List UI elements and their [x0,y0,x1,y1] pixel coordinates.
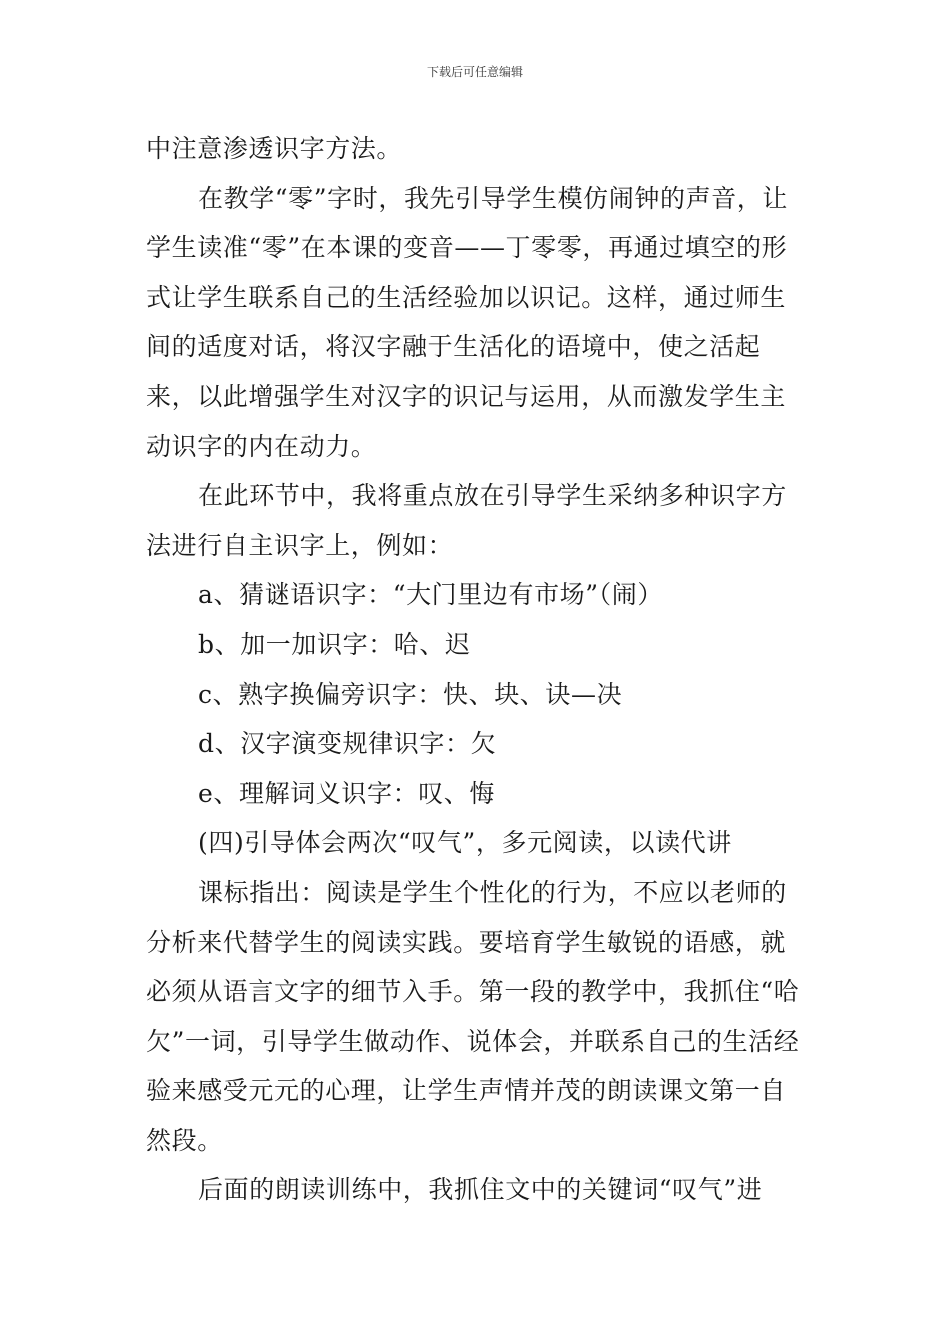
paragraph: 后面的朗读训练中，我抓住文中的关键词“叹气”进 [198,1175,763,1205]
section-heading: (四)引导体会两次“叹气”，多元阅读，以读代讲 [198,828,732,858]
list-item: b、加一加识字：哈、迟 [198,629,471,659]
document-body [146,124,810,1215]
paragraph: 课标指出：阅读是学生个性化的行为，不应以老师的分析来代替学生的阅读实践。要培育学生敏锐的语感，就必须从语言文字的细节入手。第一段的教学中，我抓住“哈欠”一词，引导学生做动作、说体会，并联系自己的生活经验来感受元元的心理，让学生声情并茂的朗读课文第一自然段。 [146,877,800,1155]
list-item: e、理解词义识字：叹、悔 [198,778,495,808]
paragraph: 在教学“零”字时，我先引导学生模仿闹钟的声音，让学生读准“零”在本课的变音——丁零零，再通过填空的形式让学生联系自己的生活经验加以识记。这样，通过师生间的适度对话，将汉字融于生活化的语境中，使之活起来，以此增强学生对汉字的识记与运用，从而激发学生主动识字的内在动力。 [146,183,788,461]
list-item: a、猜谜语识字：“大门里边有市场”（闹） [198,580,663,610]
list-item: c、熟字换偏旁识字：快、块、诀—决 [198,679,623,709]
list-item: d、汉字演变规律识字：欠 [198,729,497,759]
paragraph: 中注意渗透识字方法。 [146,134,403,163]
paragraph: 在此环节中，我将重点放在引导学生采纳多种识字方法进行自主识字上，例如： [146,481,787,560]
page-header: 下载后可任意编辑 [426,65,523,79]
